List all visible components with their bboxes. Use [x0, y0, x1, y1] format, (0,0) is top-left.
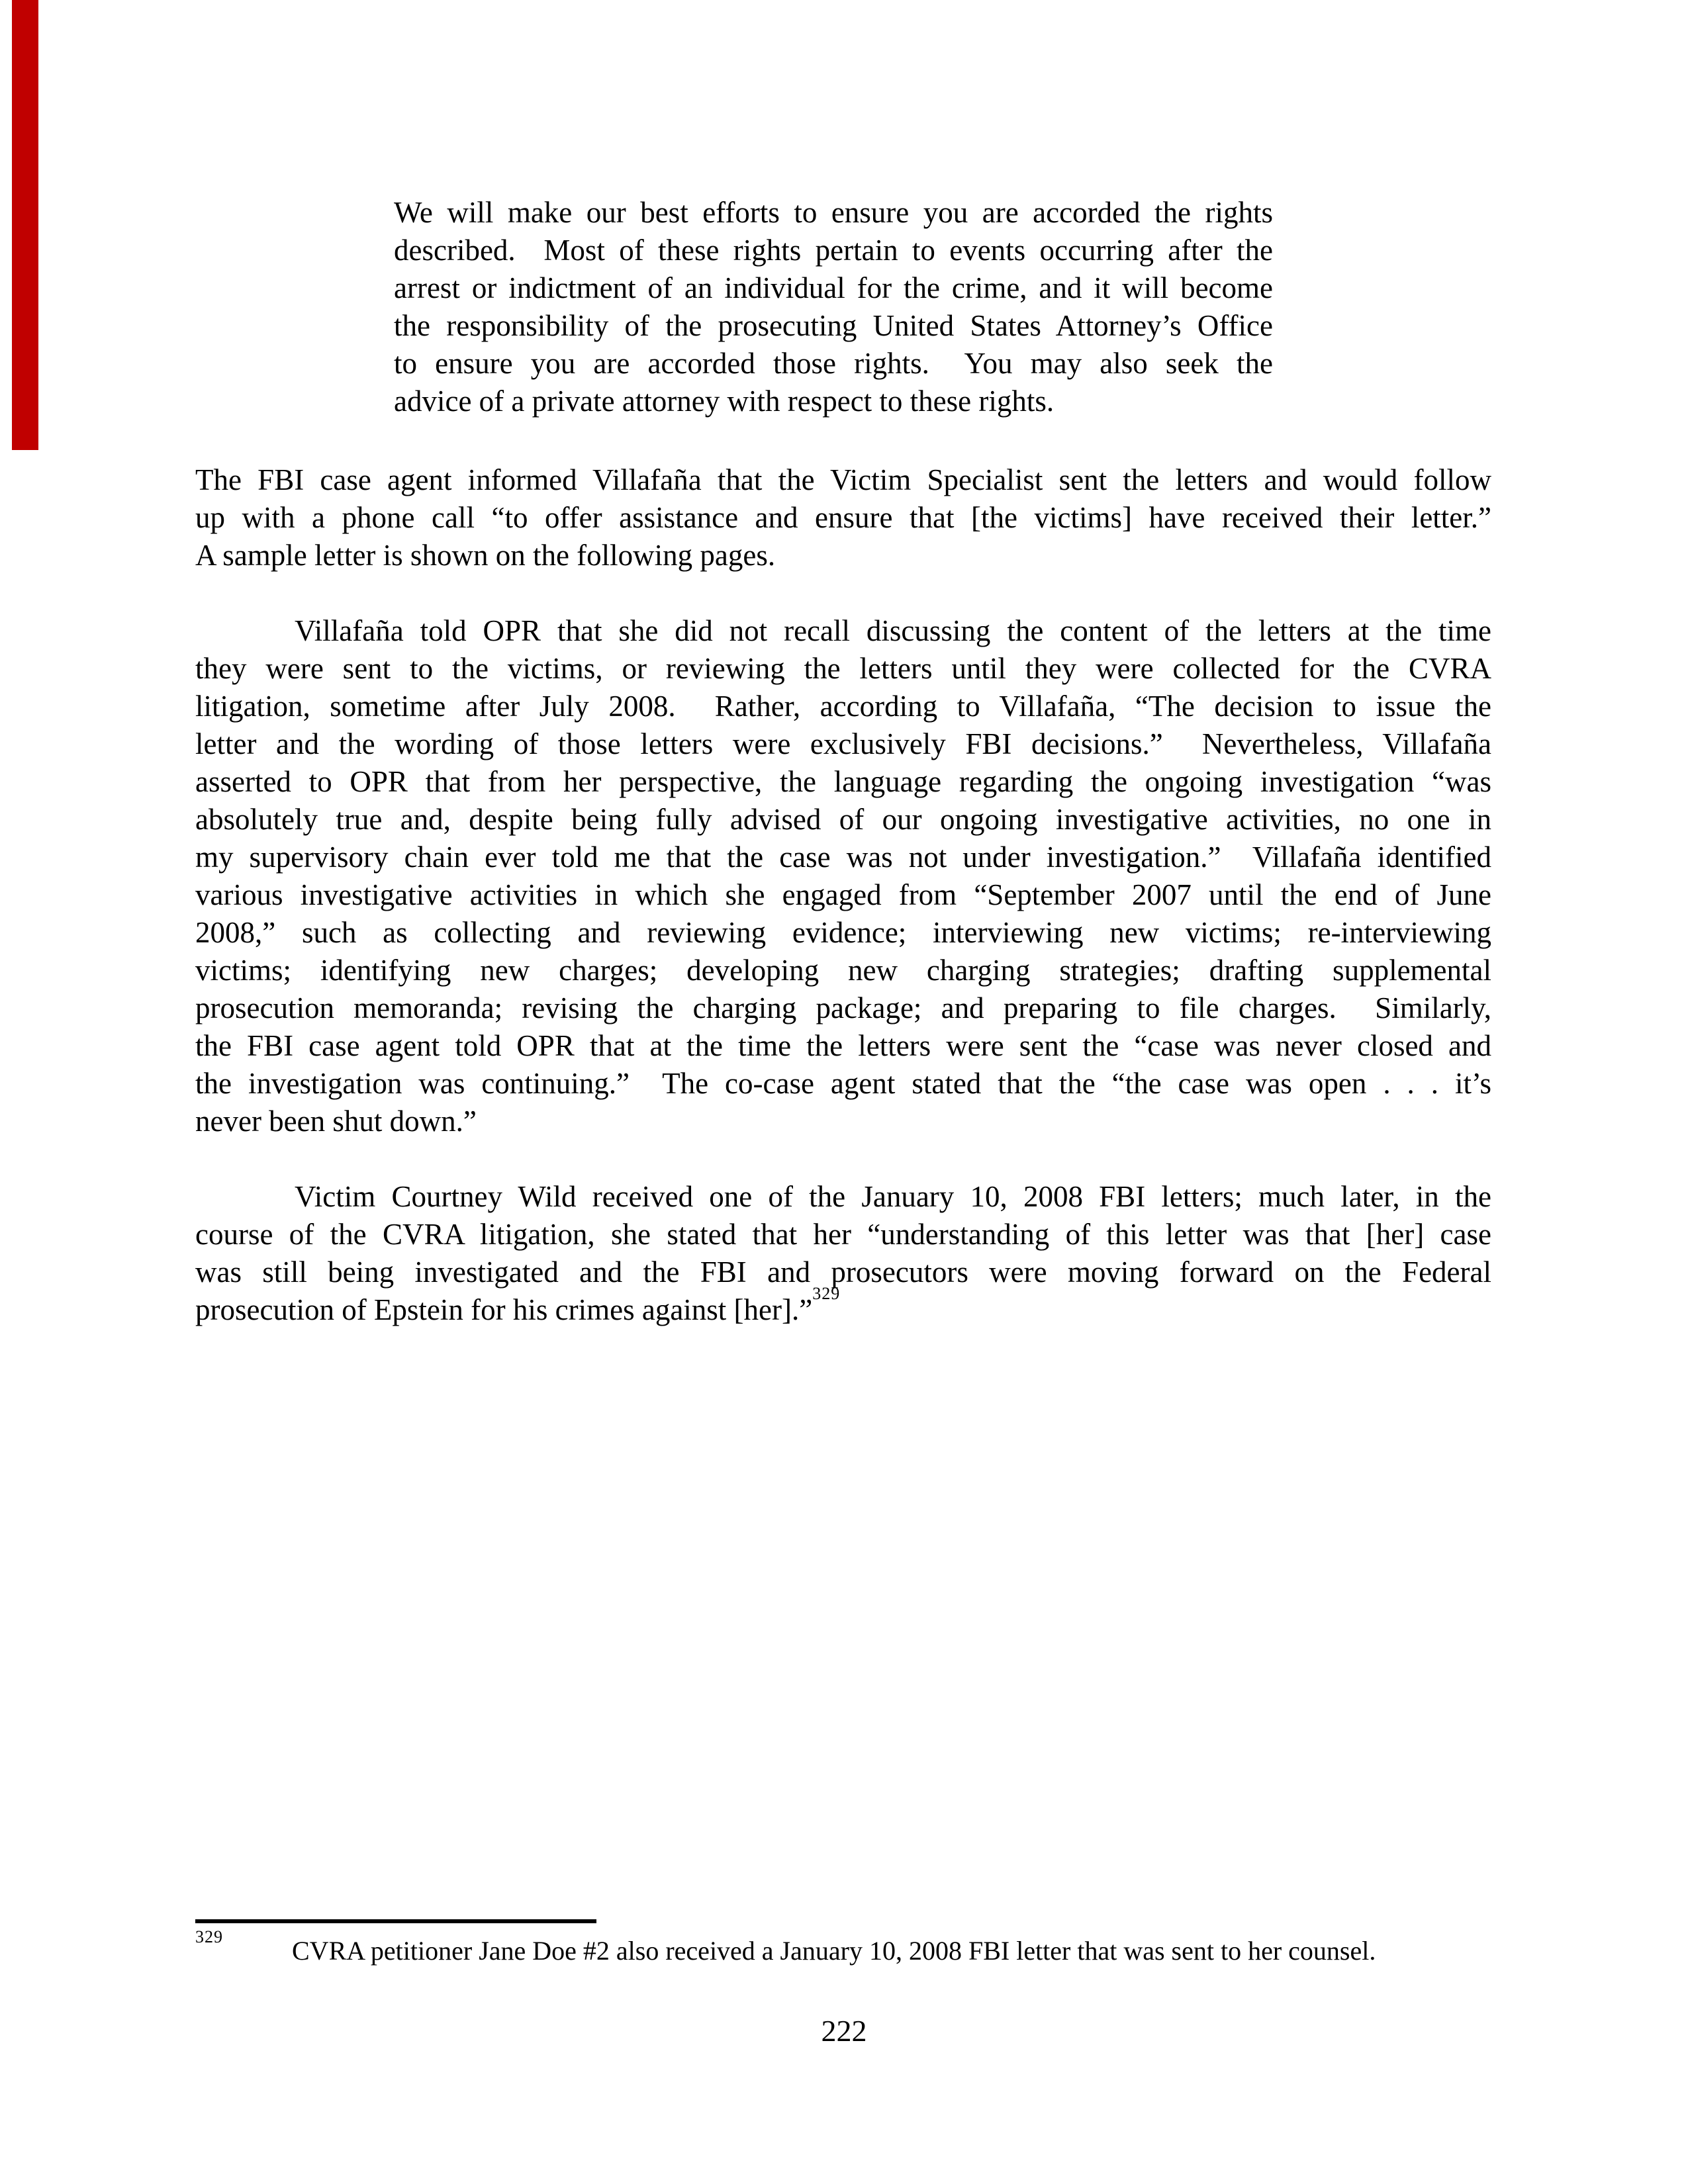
- paragraph-villafana-told-opr: [195, 612, 1491, 1140]
- footnote-marker: 329: [195, 1927, 223, 1946]
- footnote-text: CVRA petitioner Jane Doe #2 also received a January 10, 2008 FBI letter that was sent to her counsel.: [292, 1936, 1376, 1966]
- text-line: The FBI case agent informed Villafaña that the Victim Specialist sent the letters and would follow: [195, 463, 1491, 496]
- text-line: [195, 1284, 1491, 1329]
- page-body-text: [195, 194, 1491, 1367]
- text-line: to ensure you are accorded those rights. You may also seek the: [394, 347, 1273, 380]
- paragraph-fbi-case-agent: [195, 461, 1491, 574]
- text-line: We will make our best efforts to ensure you are accorded the rights: [394, 196, 1273, 229]
- text-line: Villafaña told OPR that she did not recall discussing the content of the letters at the time: [295, 614, 1491, 647]
- text-line: A sample letter is shown on the following pages.: [195, 539, 776, 572]
- text-line: they were sent to the victims, or reviewing the letters until they were collected for the CVRA: [195, 652, 1491, 685]
- text-line: described. Most of these rights pertain to events occurring after the: [394, 234, 1273, 267]
- footnote-divider: [195, 1919, 596, 1923]
- text-line: 2008,” such as collecting and reviewing evidence; interviewing new victims; re-interviewing: [195, 916, 1491, 949]
- footnote-text-line: [195, 1927, 1491, 1968]
- text-line: the FBI case agent told OPR that at the time the letters were sent the “case was never closed and: [195, 1029, 1491, 1062]
- text-line: arrest or indictment of an individual for the crime, and it will become: [394, 271, 1273, 304]
- text-line: prosecution memoranda; revising the charging package; and preparing to file charges. Similarly,: [195, 991, 1491, 1024]
- text-line: advice of a private attorney with respect to these rights.: [394, 385, 1055, 418]
- footnote-reference: 329: [812, 1284, 841, 1303]
- text-line: victims; identifying new charges; developing new charging strategies; drafting supplemental: [195, 954, 1491, 987]
- red-scan-mark: [12, 0, 38, 450]
- paragraph-courtney-wild: [195, 1178, 1491, 1329]
- text-line: course of the CVRA litigation, she stated that her “understanding of this letter was that [her] case: [195, 1218, 1491, 1251]
- text-line: up with a phone call “to offer assistance and ensure that [the victims] have received their letter.”: [195, 501, 1491, 534]
- text-line: Victim Courtney Wild received one of the January 10, 2008 FBI letters; much later, in the: [295, 1180, 1491, 1213]
- block-quote-letter-excerpt: [394, 194, 1273, 420]
- text-line: was still being investigated and the FBI and prosecutors were moving forward on the Federal: [195, 1255, 1491, 1289]
- text-line: my supervisory chain ever told me that the case was not under investigation.” Villafaña identified: [195, 841, 1491, 874]
- text-line-text: prosecution of Epstein for his crimes against [her].”: [195, 1293, 813, 1326]
- text-line: never been shut down.”: [195, 1105, 477, 1138]
- text-line: absolutely true and, despite being fully advised of our ongoing investigative activities, no one in: [195, 803, 1491, 836]
- text-line: asserted to OPR that from her perspective, the language regarding the ongoing investigation “was: [195, 765, 1491, 798]
- text-line: litigation, sometime after July 2008. Rather, according to Villafaña, “The decision to issue the: [195, 690, 1491, 723]
- page-number: 222: [821, 2014, 867, 2048]
- text-line: the responsibility of the prosecuting United States Attorney’s Office: [394, 309, 1273, 342]
- text-line: letter and the wording of those letters were exclusively FBI decisions.” Nevertheless, Villafaña: [195, 727, 1491, 760]
- text-line: the investigation was continuing.” The co-case agent stated that the “the case was open . . . it’s: [195, 1067, 1491, 1100]
- footnote: [195, 1919, 1491, 1968]
- text-line: various investigative activities in which she engaged from “September 2007 until the end of June: [195, 878, 1491, 911]
